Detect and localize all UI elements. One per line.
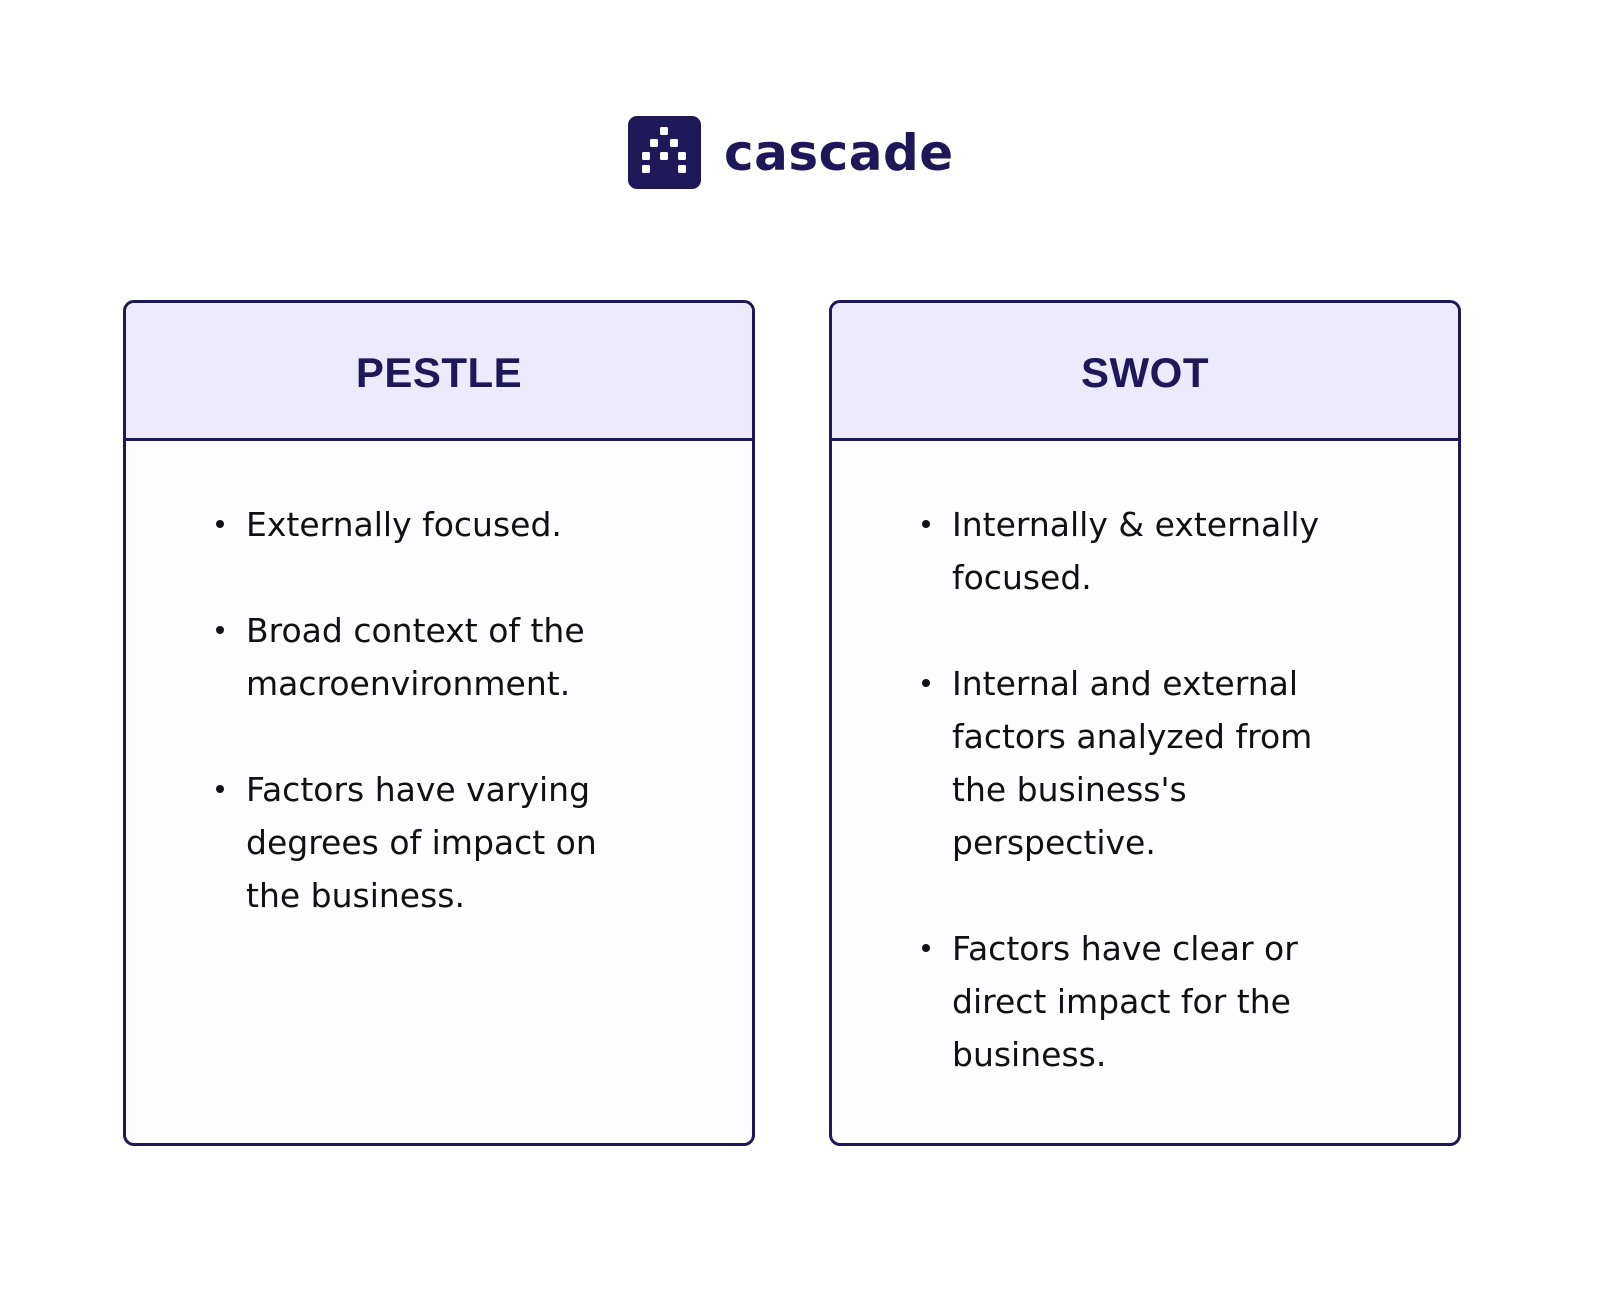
list-item [922,922,1372,1081]
swot-card-header [832,303,1458,441]
list-item [922,657,1372,869]
list-item-text: Factors have varying degrees of impact on the business. [246,770,597,915]
logo-dot [660,152,668,160]
brand-logo [628,115,954,189]
list-item [216,604,656,710]
logo-dot [642,165,650,173]
pestle-card-body [126,441,752,922]
swot-card [829,300,1461,1146]
bullet-icon [216,785,224,793]
swot-card-body [832,441,1458,1081]
bullet-icon [922,944,930,952]
bullet-icon [216,520,224,528]
bullet-icon [216,626,224,634]
bullet-icon [922,520,930,528]
swot-bullet-list [832,498,1458,1081]
pestle-card-title: PESTLE [355,348,523,396]
list-item-text: Externally focused. [246,505,562,544]
pestle-card [123,300,755,1146]
list-item [216,763,656,922]
logo-dot [670,139,678,147]
bullet-icon [922,679,930,687]
logo-dot [660,127,668,135]
pestle-bullet-list [126,498,752,922]
brand-wordmark: cascade [724,124,954,182]
list-item-text: Internal and external factors analyzed from the business's perspective. [952,664,1313,862]
list-item-text: Broad context of the macroenvironment. [246,611,585,703]
logo-dot [678,165,686,173]
pestle-card-header [126,303,752,441]
list-item [216,498,656,551]
cascade-pyramid-dots-icon [628,116,701,189]
swot-card-title: SWOT [1081,348,1209,396]
logo-dot [678,152,686,160]
list-item [922,498,1372,604]
list-item-text: Factors have clear or direct impact for the business. [952,929,1298,1074]
list-item-text: Internally & externally focused. [952,505,1320,597]
logo-dot [650,139,658,147]
logo-dot [642,152,650,160]
